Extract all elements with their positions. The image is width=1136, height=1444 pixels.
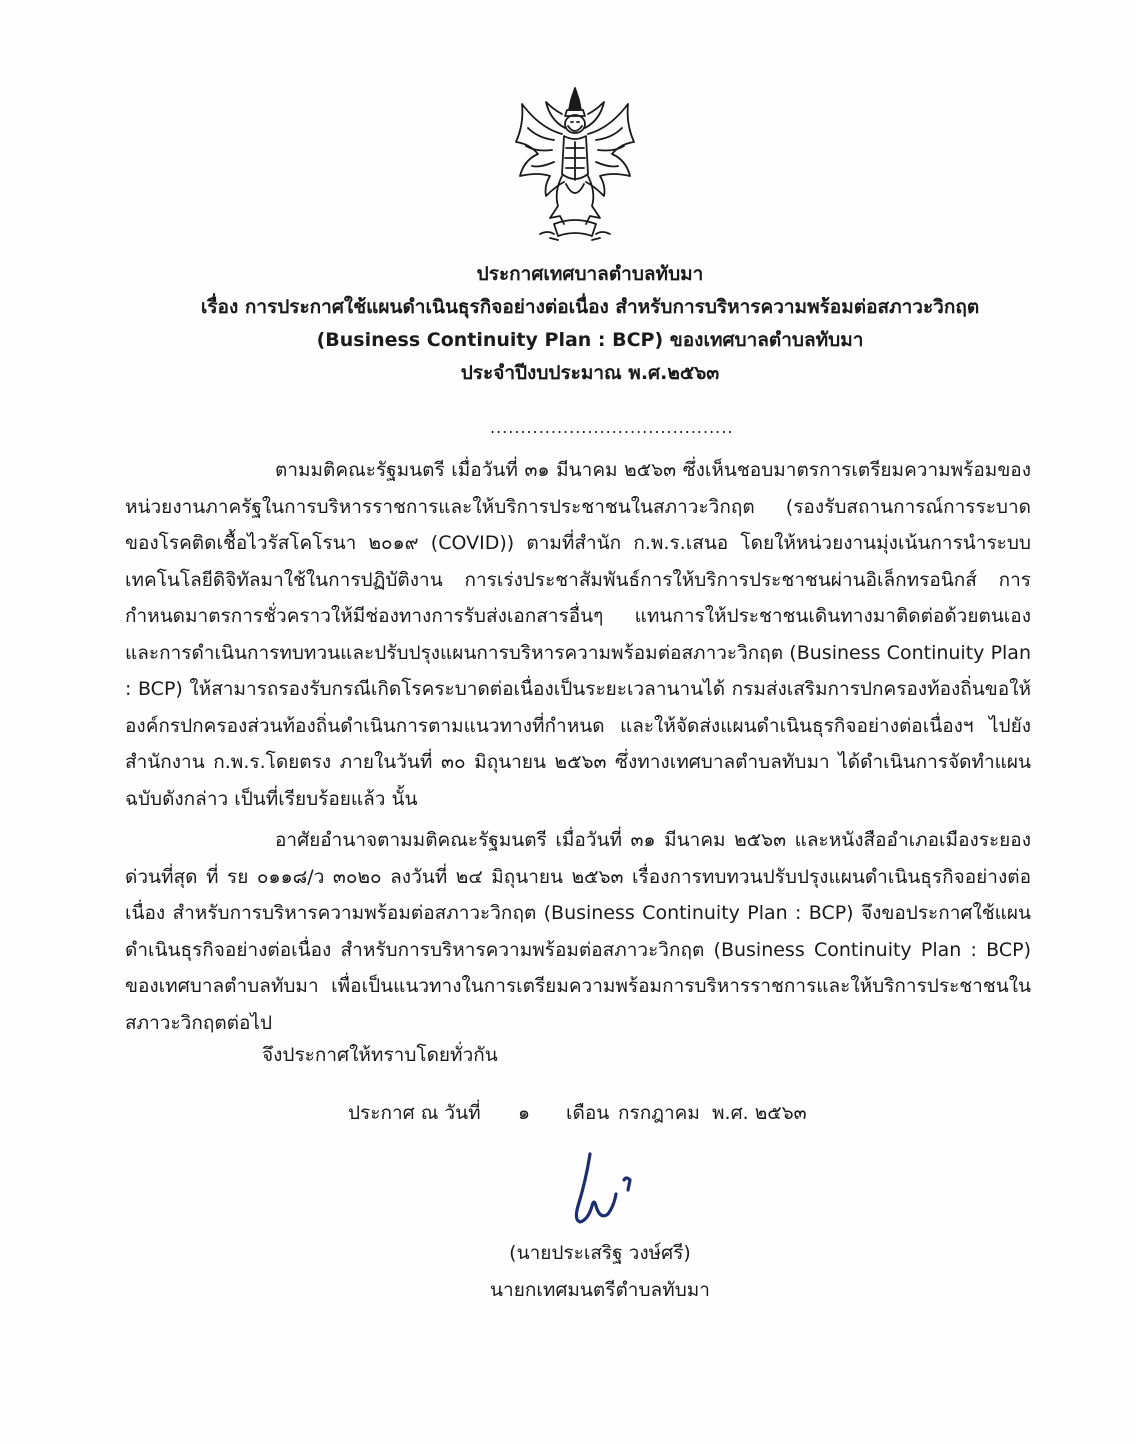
garuda-emblem-icon xyxy=(510,84,640,244)
fiscal-year: ประจำปีงบประมาณ พ.ศ.๒๕๖๓ xyxy=(460,362,720,384)
body-paragraph-1: ตามมติคณะรัฐมนตรี เมื่อวันที่ ๓๑ มีนาคม ๒๕๖๓ ซึ่งเห็นชอบมาตรการเตรียมความพร้อมของหน่วยงานภาครัฐในการบริหารราชการและให้บริการประชาชนในสภาวะวิกฤต (รองรับสถานการณ์การระบาดของโรคติดเชื้อไวรัสโคโรนา ๒๐๑๙ (COVID)) ตามที่สำนัก ก.พ.ร.เสนอ โดยให้หน่วยงานมุ่งเน้นการนำระบบเทคโนโลยีดิจิทัลมาใช้ในการปฏิบัติงาน การเร่งประชาสัมพันธ์การให้บริการประชาชนผ่านอิเล็กทรอนิกส์ การกำหนดมาตรการชั่วคราวให้มีช่องทางการรับส่งเอกสารอื่นๆ แทนการให้ประชาชนเดินทางมาติดต่อด้วยตนเอง และการดำเนินการทบทวนและปรับปรุงแผนการบริหารความพร้อมต่อสภาวะวิกฤต (Business Continuity Plan : BCP) ให้สามารถรองรับกรณีเกิดโรคระบาดต่อเนื่องเป็นระยะเวลานานได้ กรมส่งเสริมการปกครองท้องถิ่นขอให้องค์กรปกครองส่วนท้องถิ่นดำเนินการตามแนวทางที่กำหนด และให้จัดส่งแผนดำเนินธุรกิจอย่างต่อเนื่องฯ ไปยังสำนักงาน ก.พ.ร.โดยตรง ภายในวันที่ ๓๐ มิถุนายน ๒๕๖๓ ซึ่งทางเทศบาลตำบลทับมา ได้ดำเนินการจัดทำแผนฉบับดังกล่าว เป็นที่เรียบร้อยแล้ว นั้น xyxy=(125,459,1031,810)
body-paragraph-2: อาศัยอำนาจตามมติคณะรัฐมนตรี เมื่อวันที่ ๓๑ มีนาคม ๒๕๖๓ และหนังสืออำเภอเมืองระยอง ด่วนที่สุด ที่ รย ๐๑๑๘/ว ๓๐๒๐ ลงวันที่ ๒๔ มิถุนายน ๒๕๖๓ เรื่องการทบทวนปรับปรุงแผนดำเนินธุรกิจอย่างต่อเนื่อง สำหรับการบริหารความพร้อมต่อสภาวะวิกฤต (Business Continuity Plan : BCP) จึงขอประกาศใช้แผนดำเนินธุรกิจอย่างต่อเนื่อง สำหรับการบริหารความพร้อมต่อสภาวะวิกฤต (Business Continuity Plan : BCP) ของเทศบาลตำบลทับมา เพื่อเป็นแนวทางในการเตรียมความพร้อมการบริหารราชการและให้บริการประชาชนในสภาวะวิกฤตต่อไป xyxy=(125,829,1031,1034)
signer-name: (นายประเสริฐ วงษ์ศรี) xyxy=(509,1242,691,1264)
date-year: พ.ศ. ๒๕๖๓ xyxy=(712,1102,807,1124)
handwritten-signature xyxy=(560,1150,650,1230)
separator-line: ........................................ xyxy=(490,418,734,437)
signer-title: นายกเทศมนตรีตำบลทับมา xyxy=(490,1279,710,1301)
announcement-issuer: ประกาศเทศบาลตำบลทับมา xyxy=(476,263,704,285)
announcement-header xyxy=(150,258,1030,390)
announcement-subject-continued: (Business Continuity Plan : BCP) ของเทศบาลตำบลทับมา xyxy=(316,329,864,351)
date-day: ๑ xyxy=(518,1102,531,1124)
date-month: กรกฎาคม xyxy=(618,1102,700,1124)
date-month-label: เดือน xyxy=(566,1102,610,1124)
closing-statement: จึงประกาศให้ทราบโดยทั่วกัน xyxy=(262,1044,498,1066)
date-label: ประกาศ ณ วันที่ xyxy=(348,1102,481,1124)
announcement-subject: เรื่อง การประกาศใช้แผนดำเนินธุรกิจอย่างต่อเนื่อง สำหรับการบริหารความพร้อมต่อสภาวะวิกฤต xyxy=(200,296,980,318)
